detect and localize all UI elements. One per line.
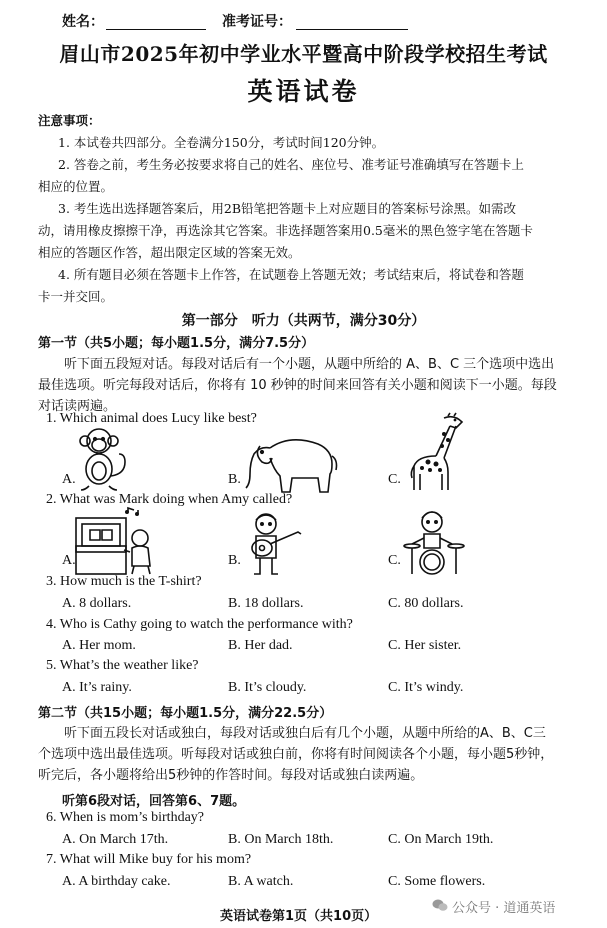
option-label: A. On March 17th. bbox=[62, 832, 169, 847]
section2-instruction: 听完后，各小题将给出5秒钟的作答时间。每段对话或独白读两遍。 bbox=[38, 768, 424, 783]
name-blank bbox=[106, 29, 206, 30]
notice-line: 2. 答卷之前，考生务必按要求将自己的姓名、座位号、准考证号准确填写在答题卡上 bbox=[58, 157, 524, 172]
page-number: 英语试卷第1页（共10页） bbox=[220, 909, 378, 924]
question-stem: 5. What’s the weather like? bbox=[46, 658, 199, 673]
option-label: B. Her dad. bbox=[228, 638, 293, 653]
option-label: B. It’s cloudy. bbox=[228, 680, 307, 695]
option-label: A. It’s rainy. bbox=[62, 680, 132, 695]
notice-line: 1. 本试卷共四部分。全卷满分150分，考试时间120分钟。 bbox=[58, 135, 385, 150]
exam-title: 眉山市2025年初中学业水平暨高中阶段学校招生考试 bbox=[59, 42, 548, 66]
question-stem: 2. What was Mark doing when Amy called? bbox=[46, 492, 293, 507]
option-label: A. A birthday cake. bbox=[62, 874, 171, 889]
wechat-icon bbox=[432, 898, 448, 912]
dialogue-intro: 听第6段对话，回答第6、7题。 bbox=[62, 794, 246, 809]
monkey-icon bbox=[75, 426, 133, 492]
elephant-icon bbox=[240, 432, 340, 494]
section2-instruction: 听下面五段长对话或独白，每段对话或独白后有几个小题，从题中所给的A、B、C三 bbox=[64, 726, 546, 741]
option-label: C. Some flowers. bbox=[388, 874, 486, 889]
option-label: A. bbox=[62, 553, 76, 568]
option-label: C. On March 19th. bbox=[388, 832, 494, 847]
notice-line: 相应的位置。 bbox=[38, 179, 114, 194]
question-stem: 3. How much is the T-shirt? bbox=[46, 574, 202, 589]
option-label: B. A watch. bbox=[228, 874, 294, 889]
notice-line: 动，请用橡皮擦擦干净，再选涂其它答案。非选择题答案用0.5毫米的黑色签字笔在答题卡 bbox=[38, 223, 533, 238]
drums-icon bbox=[402, 508, 466, 578]
subject-title: 英语试卷 bbox=[247, 77, 360, 106]
option-label: C. It’s windy. bbox=[388, 680, 464, 695]
option-label: A. 8 dollars. bbox=[62, 596, 132, 611]
option-label: C. 80 dollars. bbox=[388, 596, 464, 611]
option-label: A. Her mom. bbox=[62, 638, 136, 653]
option-label: C. bbox=[388, 553, 401, 568]
option-label: C. Her sister. bbox=[388, 638, 462, 653]
question-stem: 6. When is mom’s birthday? bbox=[46, 810, 204, 825]
watermark: 公众号 · 道通英语 bbox=[452, 901, 556, 916]
exam-number-blank bbox=[296, 29, 408, 30]
part1-heading: 第一部分 听力（共两节，满分30分） bbox=[181, 313, 426, 329]
question-stem: 7. What will Mike buy for his mom? bbox=[46, 852, 252, 867]
option-label: A. bbox=[62, 472, 76, 487]
notice-heading: 注意事项： bbox=[38, 113, 101, 128]
exam-number-label: 准考证号： bbox=[222, 14, 292, 30]
question-stem: 1. Which animal does Lucy like best? bbox=[46, 411, 257, 426]
section1-heading: 第一节（共5小题；每小题1.5分，满分7.5分） bbox=[38, 336, 315, 351]
section2-instruction: 个选项中选出最佳选项。听每段对话或独白前，你将有时间阅读各个小题，每小题5秒钟， bbox=[38, 747, 554, 762]
section1-instruction: 对话读两遍。 bbox=[38, 399, 117, 414]
option-label: B. bbox=[228, 553, 241, 568]
name-label: 姓名： bbox=[62, 14, 104, 30]
section1-instruction: 最佳选项。听完每段对话后，你将有 10 秒钟的时间来回答有关小题和阅读下一小题。每段 bbox=[38, 378, 557, 393]
notice-line: 3. 考生选出选择题答案后，用2B铅笔把答题卡上对应题目的答案标号涂黑。如需改 bbox=[58, 201, 517, 216]
option-label: B. 18 dollars. bbox=[228, 596, 304, 611]
question-stem: 4. Who is Cathy going to watch the performance with? bbox=[46, 617, 353, 632]
notice-line: 相应的答题区作答，超出限定区域的答案无效。 bbox=[38, 245, 301, 260]
guitar-icon bbox=[240, 512, 304, 578]
giraffe-icon bbox=[408, 412, 466, 492]
section2-heading: 第二节（共15小题；每小题1.5分，满分22.5分） bbox=[38, 706, 333, 721]
notice-line: 4. 所有题目必须在答题卡上作答，在试题卷上答题无效；考试结束后，将试卷和答题 bbox=[58, 267, 524, 282]
notice-line: 卡一并交回。 bbox=[38, 289, 114, 304]
piano-icon bbox=[74, 508, 160, 576]
option-label: B. On March 18th. bbox=[228, 832, 334, 847]
option-label: C. bbox=[388, 472, 401, 487]
option-label: B. bbox=[228, 472, 241, 487]
section1-instruction: 听下面五段短对话。每段对话后有一个小题，从题中所给的 A、B、C 三个选项中选出 bbox=[64, 357, 555, 372]
